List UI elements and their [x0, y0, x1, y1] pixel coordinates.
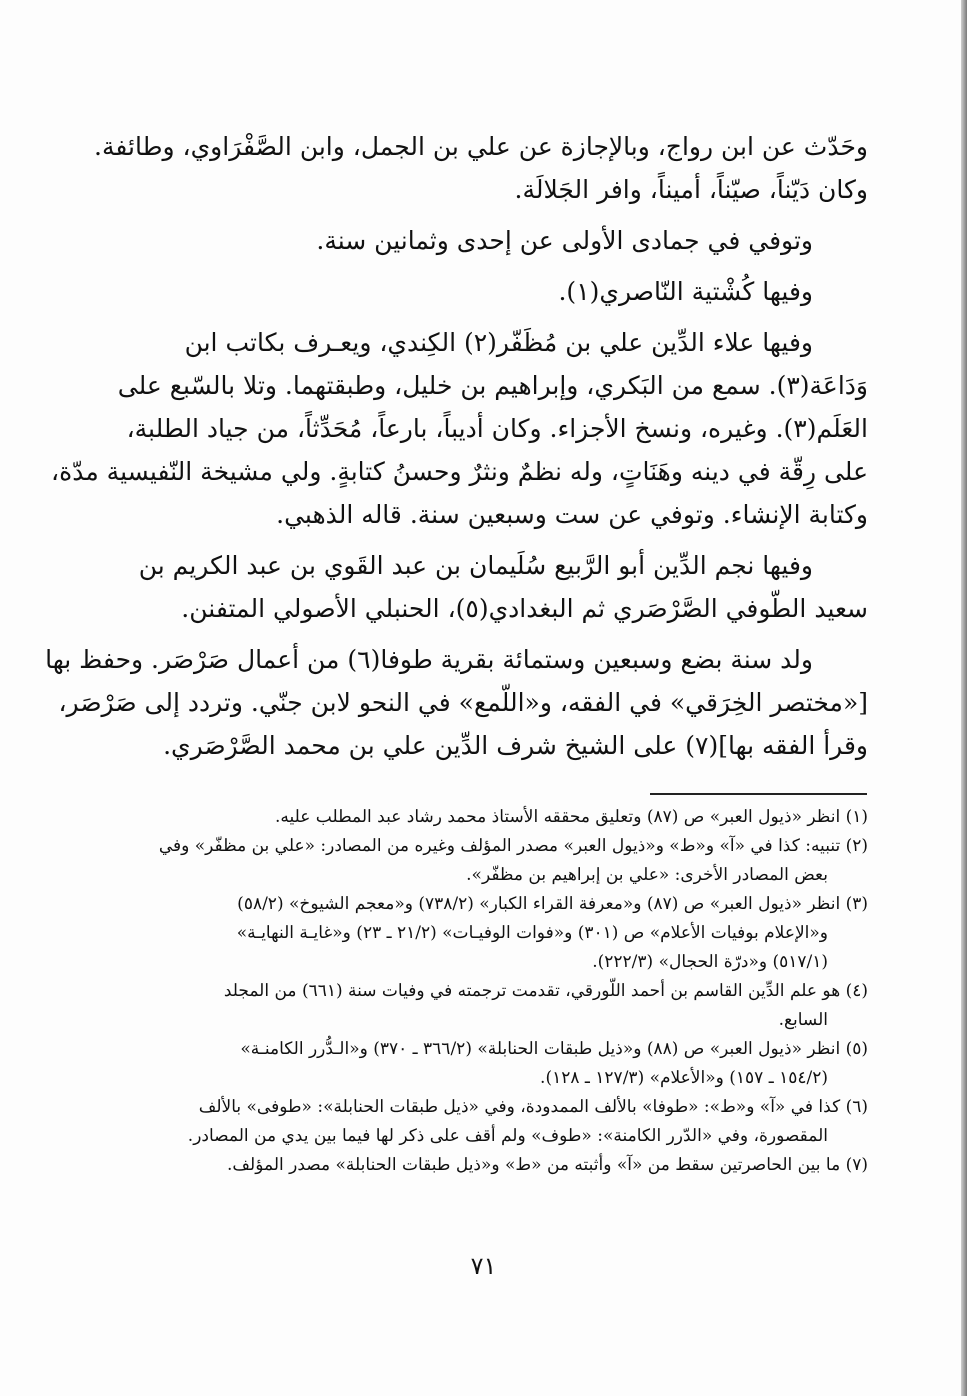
page-edge-shadow	[961, 0, 967, 1396]
footnote-line: (٤) هو علم الدِّين القاسم بن أحمد اللّورقي، تقدمت ترجمته في وفيات سنة (٦٦١) من المجلد	[223, 981, 868, 1001]
footnote-line: (٧) ما بين الحاصرتين سقط من «آ» وأثبته من «ط» و«ذيل طبقات الحنابلة» مصدر المؤلف.	[227, 1155, 868, 1175]
footnote-line: (١) انظر «ذيول العبر» ص (٨٧) وتعليق محققه الأستاذ محمد رشاد عبد المطلب عليه.	[274, 807, 868, 827]
text-line: وَدَاعَة(٣). سمع من البَكري، وإبراهيم بن خليل، وطبقتهما. وتلا بالسّبع على	[117, 371, 868, 400]
main-text	[45, 125, 868, 767]
footnote-line: بعض المصادر الأخرى: «علي بن إبراهيم بن مظفّر».	[466, 865, 828, 885]
text-line: وقرأ الفقه بها](٧) على الشيخ شرف الدِّين علي بن محمد الصَّرْصَري.	[163, 731, 868, 760]
footnote-line: (٢) تنبيه: كذا في «آ» و«ط» و«ذيول العبر» مصدر المؤلف وغيره من المصادر: «علي بن مظفّر» وفي	[158, 836, 868, 856]
text-line: سعيد الطّوفي الصَّرْصَري ثم البغدادي(٥)، الحنبلي الأصولي المتفنن.	[181, 594, 868, 623]
text-line: وفيها كُشْتية النّاصري(١).	[558, 277, 813, 306]
text-line: العَلَم(٣). وغيره، ونسخ الأجزاء. وكان أديباً، بارعاً، مُحَدِّثاً، من جياد الطلبة،	[126, 414, 868, 443]
footnote-line: (٥) انظر «ذيول العبر» ص (٨٨) و«ذيل طبقات الحنابلة» (٣٦٦/٢ ـ ٣٧٠) و«الـدُّرر الكامنـة»	[240, 1039, 868, 1059]
footnote-line: (٥١٧/١) و«درّة الحجال» (٢٢٢/٣).	[592, 952, 828, 972]
text-line: وفيها نجم الدِّين أبو الرَّبيع سُلَيمان بن عبد القَوي بن عبد الكريم بن	[138, 551, 813, 580]
text-line: وحَدّث عن ابن رواج، وبالإجازة عن علي بن الجمل، وابن الصَّفْرَاوي، وطائفة.	[94, 132, 868, 161]
footnote-line: (٦) كذا في «آ» و«ط»: «طوفا» بالألف الممدودة، وفي «ذيل طبقات الحنابلة»: «طوفى» بالألف	[198, 1097, 868, 1117]
footnote-line: (١٥٤/٢ ـ ١٥٧) و«الأعلام» (١٢٧/٣ ـ ١٢٨).	[540, 1068, 828, 1088]
text-line: على رِقّة في دينه وهَنَاتٍ، وله نظمٌ ونثرٌ وحسنُ كتابةٍ. ولي مشيخة النّفيسية مدّة،	[51, 457, 868, 486]
footnote-line: السابع.	[778, 1010, 828, 1030]
footnotes	[118, 803, 868, 1180]
text-line: وفيها علاء الدِّين علي بن مُظَفّر(٢) الكِندي، ويعـرف بكاتب ابن	[184, 328, 813, 357]
footnote-divider	[650, 793, 867, 795]
text-line: [«مختصر الخِرَقي» في الفقه، و«اللّمع» في النحو لابن جنّي. وتردد إلى صَرْصَر،	[58, 688, 868, 717]
text-line: وكتابة الإنشاء. وتوفي عن ست وسبعين سنة. قاله الذهبي.	[276, 500, 868, 529]
text-line: وتوفي في جمادى الأولى عن إحدى وثمانين سنة.	[316, 226, 813, 255]
text-line: ولد سنة بضع وسبعين وستمائة بقرية طوفا(٦) من أعمال صَرْصَر. وحفظ بها	[45, 645, 813, 674]
footnote-line: (٣) انظر «ذيول العبر» ص (٨٧) و«معرفة القراء الكبار» (٧٣٨/٢) و«معجم الشيوخ» (٥٨/٢)	[237, 894, 868, 914]
footnote-line: و«الإعلام بوفيات الأعلام» ص (٣٠١) و«فوات الوفيـات» (٢١/٢ ـ ٢٣) و«غايـة النهايـة»	[236, 923, 828, 943]
text-line: وكان دَيّناً، صيّناً، أميناً، وافر الجَلالَة.	[514, 175, 868, 204]
page-number: ٧١	[470, 1252, 497, 1280]
footnote-line: المقصورة، وفي «الدّرر الكامنة»: «طوف» ولم أقف على ذكر لها فيما بين يدي من المصادر.	[187, 1126, 828, 1146]
